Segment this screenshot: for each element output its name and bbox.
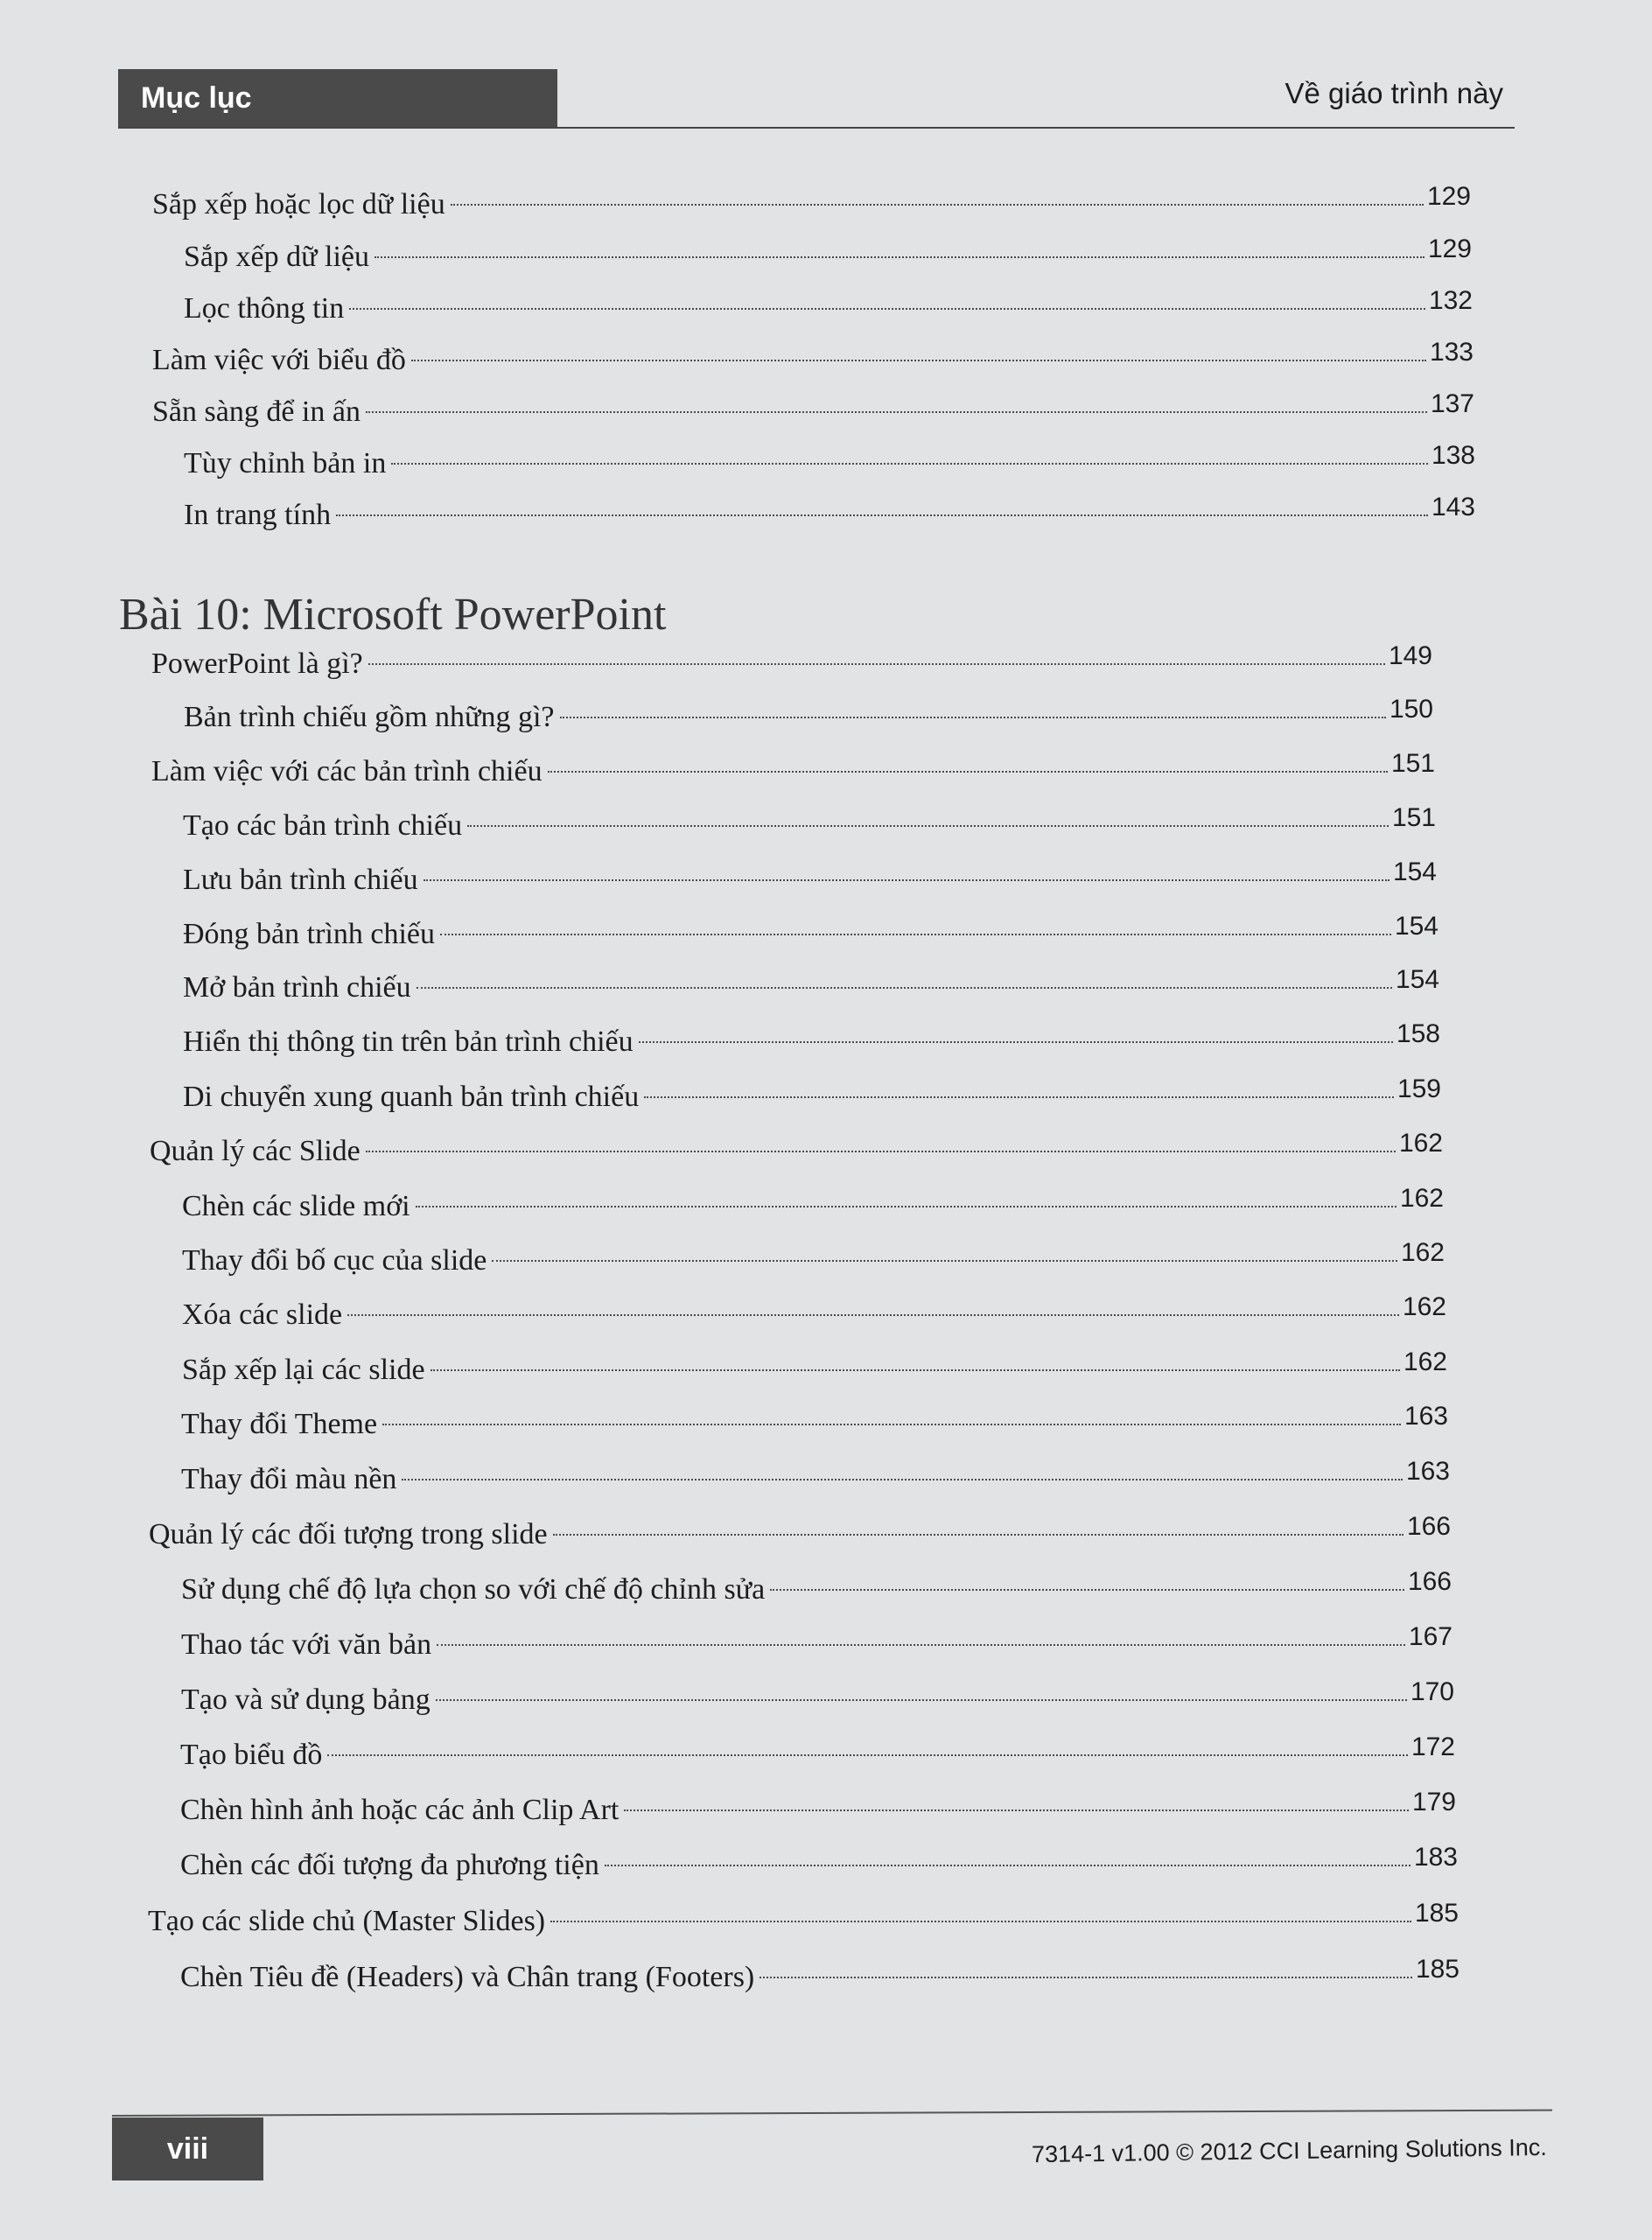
toc-subentry bbox=[181, 1676, 1454, 1725]
toc-entry bbox=[149, 1510, 1451, 1559]
dot-leader bbox=[436, 1699, 1407, 1701]
toc-subentry bbox=[183, 1018, 1440, 1067]
dot-leader bbox=[550, 1921, 1411, 1922]
dot-leader bbox=[382, 1424, 1401, 1425]
dot-leader bbox=[467, 825, 1389, 827]
toc-subentry bbox=[181, 1455, 1450, 1504]
toc-subentry bbox=[184, 693, 1433, 742]
toc-entry bbox=[150, 1127, 1443, 1176]
toc-page-number: 185 bbox=[1414, 1899, 1459, 1928]
dot-leader bbox=[336, 514, 1428, 516]
toc-entry-title: Tạo các slide chủ (Master Slides) bbox=[148, 1905, 546, 1937]
toc-subentry bbox=[183, 1073, 1441, 1122]
dot-leader bbox=[366, 411, 1427, 413]
toc-subentry bbox=[181, 1400, 1448, 1449]
toc-entry-title: Làm việc với biểu đồ bbox=[152, 344, 406, 376]
toc-entry-title: In trang tính bbox=[184, 499, 332, 531]
toc-entry-title: Thao tác với văn bản bbox=[181, 1628, 432, 1661]
toc-page-number: 166 bbox=[1406, 1512, 1451, 1541]
toc-entry-title: Di chuyển xung quanh bản trình chiếu bbox=[183, 1081, 640, 1113]
toc-entry-title: Xóa các slide bbox=[182, 1298, 343, 1331]
toc-subentry bbox=[183, 963, 1439, 1012]
toc-entry-title: Chèn Tiêu đề (Headers) và Chân trang (Footers) bbox=[180, 1961, 755, 1993]
dot-leader bbox=[644, 1096, 1394, 1098]
toc-page-number: 129 bbox=[1426, 182, 1471, 211]
toc-page-number: 132 bbox=[1428, 286, 1473, 315]
toc-page-number: 151 bbox=[1391, 803, 1436, 832]
toc-page-number: 166 bbox=[1407, 1567, 1452, 1596]
toc-page-number: 129 bbox=[1427, 234, 1472, 263]
toc-page-number: 154 bbox=[1394, 912, 1438, 941]
toc-entry-title: Tùy chỉnh bản in bbox=[184, 447, 387, 480]
dot-leader bbox=[560, 717, 1386, 718]
toc-entry-title: Bản trình chiếu gồm những gì? bbox=[184, 701, 555, 733]
dot-leader bbox=[327, 1754, 1408, 1756]
header-section-label: Mục lục bbox=[141, 81, 252, 115]
dot-leader bbox=[374, 256, 1424, 258]
toc-entry-title: Chèn hình ảnh hoặc các ảnh Clip Art bbox=[180, 1794, 620, 1826]
toc-entry-title: Thay đổi bố cục của slide bbox=[182, 1244, 487, 1277]
toc-entry bbox=[152, 388, 1474, 437]
toc-page-number: 159 bbox=[1396, 1074, 1441, 1103]
dot-leader bbox=[347, 1314, 1399, 1316]
toc-subentry bbox=[183, 856, 1437, 905]
toc-subentry bbox=[184, 491, 1475, 540]
toc-entry bbox=[151, 640, 1432, 689]
toc-subentry bbox=[181, 1565, 1452, 1614]
toc-entry-title: Lưu bản trình chiếu bbox=[183, 864, 418, 896]
toc-subentry bbox=[184, 439, 1475, 488]
toc-entry-title: Sắp xếp dữ liệu bbox=[184, 241, 370, 273]
toc-entry-title: Tạo các bản trình chiếu bbox=[183, 809, 463, 842]
dot-leader bbox=[416, 1206, 1396, 1208]
toc-page-number: 162 bbox=[1398, 1129, 1443, 1158]
footer-page-number: viii bbox=[166, 2132, 209, 2166]
toc-subentry bbox=[180, 1786, 1456, 1835]
toc-subentry bbox=[180, 1841, 1458, 1890]
toc-page-number: 133 bbox=[1429, 338, 1474, 367]
toc-subentry bbox=[182, 1346, 1447, 1395]
toc-entry bbox=[151, 747, 1435, 796]
toc-page-number: 170 bbox=[1410, 1677, 1454, 1706]
toc-entry-title: Quản lý các đối tượng trong slide bbox=[149, 1518, 548, 1550]
toc-entry-title: Tạo biểu đồ bbox=[180, 1739, 323, 1771]
dot-leader bbox=[770, 1589, 1404, 1591]
toc-subentry bbox=[184, 233, 1472, 282]
dot-leader bbox=[440, 934, 1391, 935]
dot-leader bbox=[416, 987, 1392, 989]
dot-leader bbox=[366, 1151, 1396, 1152]
toc-entry-title: Mở bản trình chiếu bbox=[183, 971, 411, 1004]
dot-leader bbox=[402, 1479, 1403, 1480]
dot-leader bbox=[451, 204, 1424, 206]
dot-leader bbox=[430, 1369, 1400, 1371]
toc-subentry bbox=[182, 1236, 1445, 1285]
toc-page-number: 143 bbox=[1431, 493, 1475, 522]
dot-leader bbox=[553, 1534, 1404, 1536]
footer-page-tab bbox=[112, 2118, 263, 2180]
header-book-title: Về giáo trình này bbox=[1284, 77, 1503, 109]
toc-page-number: 162 bbox=[1403, 1348, 1447, 1376]
dot-leader bbox=[639, 1041, 1393, 1043]
toc-page-number: 167 bbox=[1408, 1622, 1452, 1651]
dot-leader bbox=[411, 360, 1426, 361]
toc-entry-title: Quản lý các Slide bbox=[150, 1135, 360, 1167]
toc-page-number: 150 bbox=[1389, 695, 1433, 724]
toc-entry-title: Tạo và sử dụng bảng bbox=[181, 1684, 430, 1716]
toc-subentry bbox=[180, 1953, 1460, 2002]
toc-page-number: 138 bbox=[1431, 441, 1475, 470]
toc-page-number: 163 bbox=[1405, 1457, 1450, 1486]
toc-page-number: 179 bbox=[1411, 1788, 1456, 1816]
dot-leader bbox=[760, 1977, 1412, 1978]
toc-entry-title: Sắp xếp hoặc lọc dữ liệu bbox=[152, 188, 445, 220]
section-title: Bài 10: Microsoft PowerPoint bbox=[119, 590, 667, 640]
toc-subentry bbox=[183, 802, 1436, 850]
footer-copyright: 7314-1 v1.00 © 2012 CCI Learning Solutions Inc. bbox=[1032, 2134, 1548, 2168]
toc-page-number: 163 bbox=[1404, 1402, 1448, 1431]
toc-entry bbox=[152, 180, 1471, 229]
toc-page-number: 183 bbox=[1413, 1843, 1458, 1872]
dot-leader bbox=[424, 879, 1390, 881]
toc-entry-title: Đóng bản trình chiếu bbox=[183, 918, 435, 950]
toc-page-number: 162 bbox=[1402, 1292, 1446, 1321]
toc-page-number: 149 bbox=[1388, 641, 1432, 670]
toc-page-number: 162 bbox=[1399, 1184, 1444, 1213]
toc-subentry bbox=[183, 910, 1438, 959]
toc-subentry bbox=[184, 284, 1473, 333]
toc-entry-title: Thay đổi Theme bbox=[181, 1408, 378, 1440]
toc-page-number: 185 bbox=[1415, 1955, 1460, 1984]
dot-leader bbox=[391, 463, 1428, 465]
toc-entry-title: Chèn các slide mới bbox=[182, 1190, 410, 1222]
toc-entry-title: Hiển thị thông tin trên bản trình chiếu bbox=[183, 1026, 634, 1058]
toc-entry-title: Làm việc với các bản trình chiếu bbox=[151, 755, 542, 788]
toc-page-number: 154 bbox=[1392, 858, 1437, 886]
toc-entry-title: Chèn các đối tượng đa phương tiện bbox=[180, 1849, 599, 1881]
toc-entry-title: PowerPoint là gì? bbox=[151, 648, 363, 680]
dot-leader bbox=[548, 771, 1388, 773]
toc-page-number: 158 bbox=[1396, 1019, 1440, 1048]
dot-leader bbox=[437, 1644, 1405, 1646]
toc-entry bbox=[148, 1897, 1459, 1946]
dot-leader bbox=[624, 1810, 1409, 1811]
toc-entry bbox=[152, 336, 1474, 385]
dot-leader bbox=[368, 663, 1385, 665]
toc-subentry bbox=[181, 1620, 1452, 1670]
toc-subentry bbox=[180, 1731, 1455, 1780]
dot-leader bbox=[605, 1865, 1410, 1866]
toc-page-number: 162 bbox=[1400, 1238, 1445, 1267]
toc-page-number: 151 bbox=[1390, 749, 1435, 778]
toc-page-number: 137 bbox=[1430, 389, 1474, 418]
toc-entry-title: Lọc thông tin bbox=[184, 292, 345, 325]
toc-entry-title: Sử dụng chế độ lựa chọn so với chế độ chỉnh sửa bbox=[181, 1573, 766, 1606]
toc-page-number: 154 bbox=[1395, 965, 1439, 994]
toc-entry-title: Thay đổi màu nền bbox=[181, 1463, 397, 1495]
dot-leader bbox=[492, 1260, 1397, 1262]
toc-page-number: 172 bbox=[1410, 1732, 1455, 1761]
toc-subentry bbox=[182, 1182, 1444, 1231]
toc-subentry bbox=[182, 1291, 1446, 1340]
toc-entry-title: Sắp xếp lại các slide bbox=[182, 1354, 425, 1386]
toc-entry-title: Sẵn sàng để in ấn bbox=[152, 396, 360, 428]
dot-leader bbox=[349, 308, 1425, 310]
